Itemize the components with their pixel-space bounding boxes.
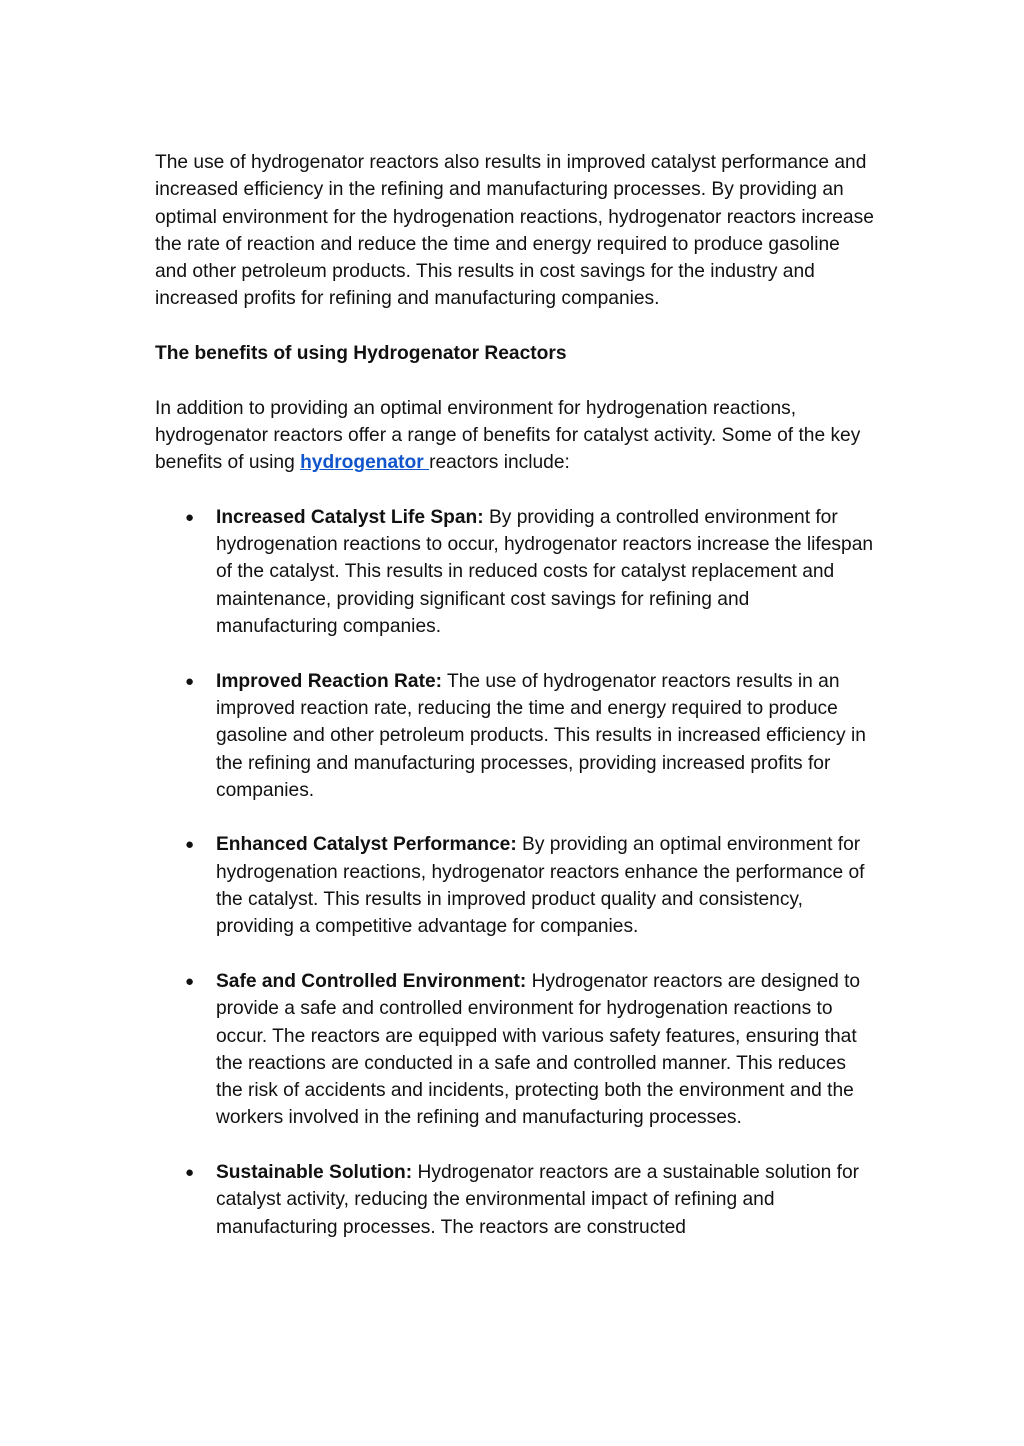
benefit-text: The use of hydrogenator reactors results in an improved reaction rate, reducing the time and energy required to produce gasoline and other petroleum products. This results in increased efficiency in the refining and manufacturing processes, providing increased profits for companies. <box>216 670 866 801</box>
benefits-intro-text-end: reactors include: <box>429 452 570 474</box>
benefits-intro-paragraph <box>155 395 875 477</box>
list-item <box>155 668 875 804</box>
benefits-intro-text: In addition to providing an optimal environment for hydrogenation reactions, hydrogenator reactors offer a range of benefits for catalyst activity. Some of the key benefits of using <box>155 397 861 474</box>
benefit-title: Sustainable Solution: <box>216 1161 413 1183</box>
intro-paragraph: The use of hydrogenator reactors also results in improved catalyst performance and increased efficiency in the refining and manufacturing processes. By providing an optimal environment for the hydrogenation reactions, hydrogenator reactors increase the rate of reaction and reduce the time and energy required to produce gasoline and other petroleum products. This results in cost savings for the industry and increased profits for refining and manufacturing companies. <box>155 152 874 310</box>
section-heading: The benefits of using Hydrogenator Reactors <box>155 343 567 365</box>
list-item <box>155 968 875 1132</box>
benefit-title: Safe and Controlled Environment: <box>216 970 527 992</box>
benefits-list <box>155 504 875 1241</box>
benefit-text: Hydrogenator reactors are designed to provide a safe and controlled environment for hydrogenation reactions to occur. The reactors are equipped with various safety features, ensuring that the reactions are conducted in a safe and controlled manner. This reduces the risk of accidents and incidents, protecting both the environment and the workers involved in the refining and manufacturing processes. <box>216 970 861 1129</box>
list-item <box>155 1159 875 1241</box>
bullet-icon: ● <box>185 836 195 854</box>
benefit-text: By providing an optimal environment for hydrogenation reactions, hydrogenator reactors enhance the performance of the catalyst. This results in improved product quality and consistency, providing a competitive advantage for companies. <box>216 834 865 938</box>
bullet-icon: ● <box>185 1163 195 1181</box>
bullet-icon: ● <box>185 672 195 690</box>
benefit-title: Improved Reaction Rate: <box>216 670 443 692</box>
document-page <box>155 149 875 1268</box>
bullet-icon: ● <box>185 508 195 526</box>
list-item <box>155 504 875 640</box>
benefit-title: Increased Catalyst Life Span: <box>216 506 484 528</box>
benefit-title: Enhanced Catalyst Performance: <box>216 834 517 856</box>
bullet-icon: ● <box>185 972 195 990</box>
benefit-text: Hydrogenator reactors are a sustainable solution for catalyst activity, reducing the environmental impact of refining and manufacturing processes. The reactors are constructed <box>216 1161 860 1238</box>
list-item <box>155 831 875 940</box>
hydrogenator-link[interactable]: hydrogenator <box>300 452 430 474</box>
benefit-text: By providing a controlled environment for hydrogenation reactions to occur, hydrogenator reactors increase the lifespan of the catalyst. This results in reduced costs for catalyst replacement and maintenance, providing significant cost savings for refining and manufacturing companies. <box>216 506 874 638</box>
